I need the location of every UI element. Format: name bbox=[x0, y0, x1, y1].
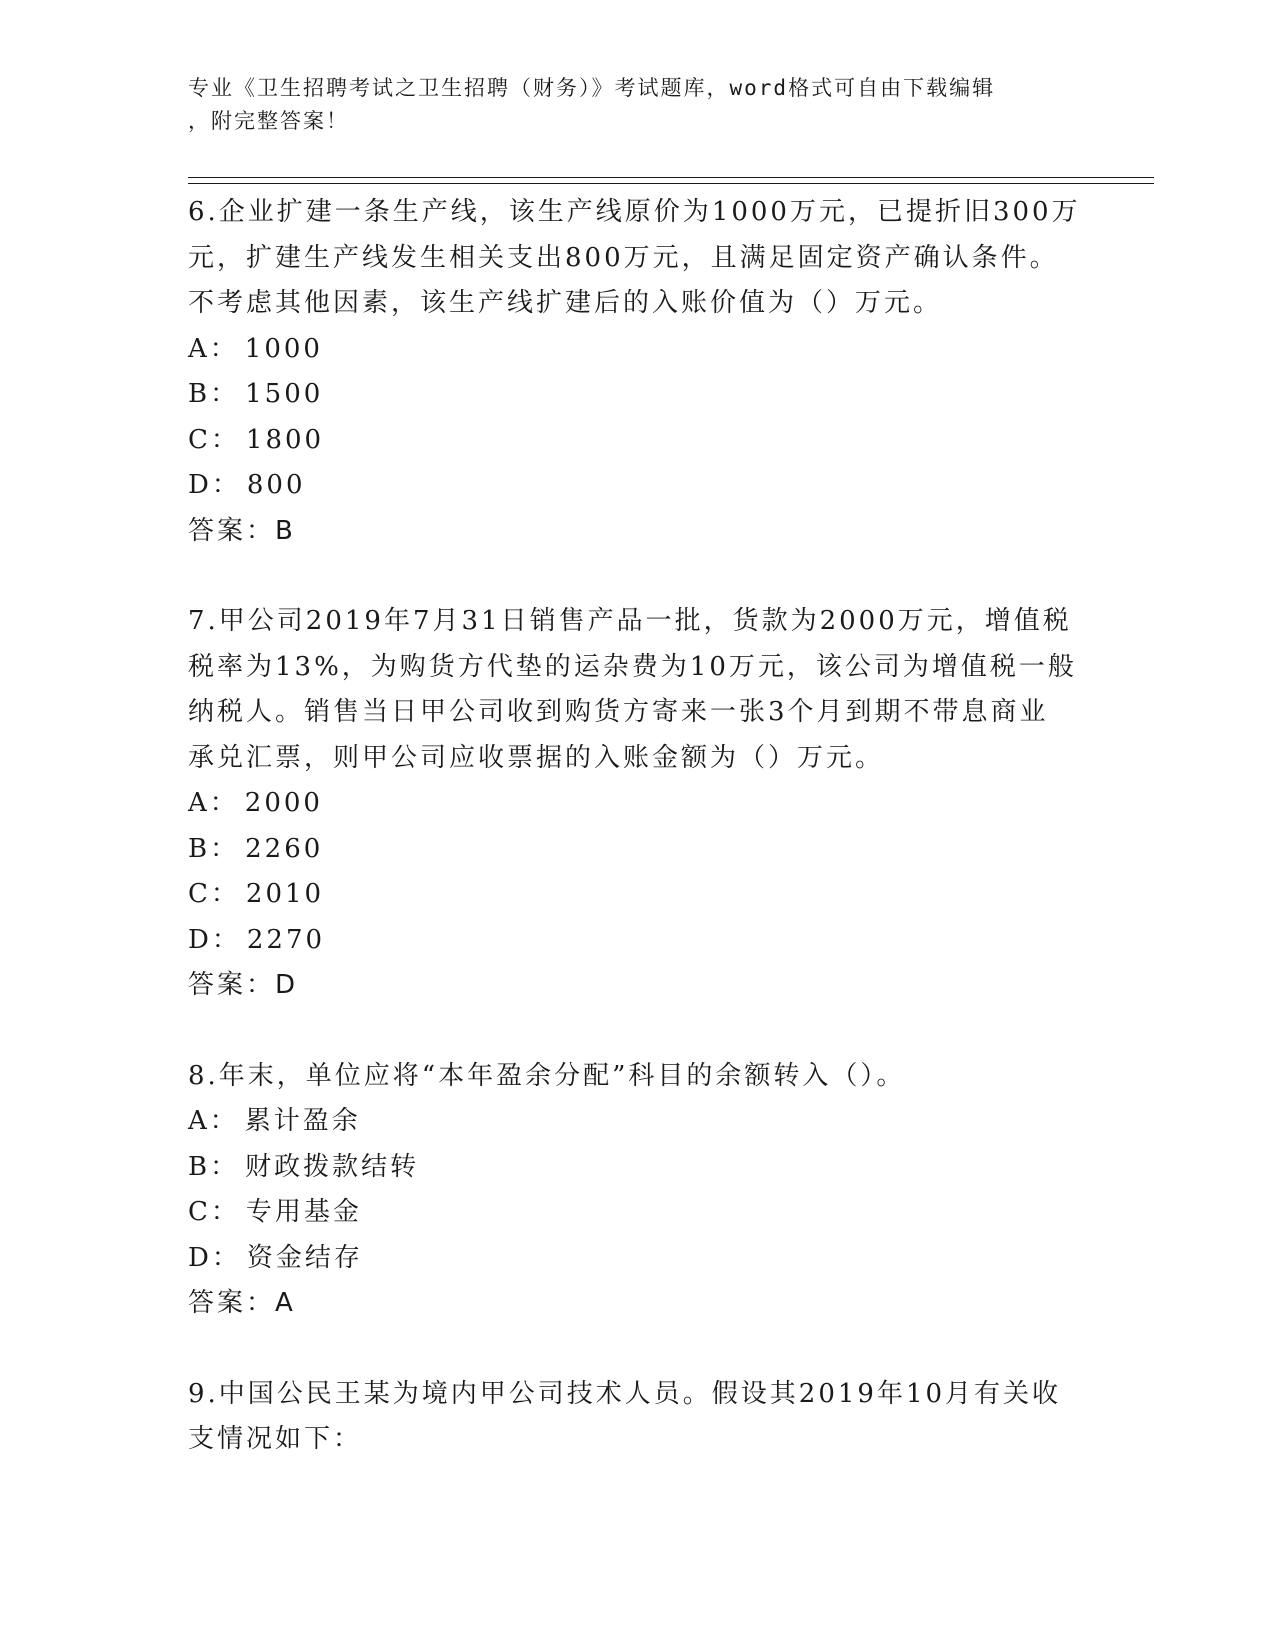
option-letter: A： bbox=[188, 1106, 239, 1136]
answer-option bbox=[188, 418, 1088, 464]
question-stem-line: 税率为13%，为购货方代垫的运杂费为10万元，该公司为增值税一般 bbox=[188, 651, 1077, 682]
option-text: 2010 bbox=[245, 879, 325, 909]
question-stem bbox=[188, 1372, 1088, 1463]
header-line-1: 专业《卫生招聘考试之卫生招聘（财务）》考试题库，word格式可自由下载编辑 bbox=[188, 76, 996, 100]
answer-option bbox=[188, 327, 1088, 373]
option-text: 1500 bbox=[245, 379, 324, 409]
question-block bbox=[188, 1054, 1088, 1327]
question-stem bbox=[188, 190, 1088, 327]
question-stem bbox=[188, 1054, 1088, 1100]
question-block bbox=[188, 190, 1088, 554]
question-stem-line: 元，扩建生产线发生相关支出800万元，且满足固定资产确认条件。 bbox=[188, 242, 1059, 273]
question-stem-line: 7.甲公司2019年7月31日销售产品一批，货款为2000万元，增值税 bbox=[188, 606, 1072, 636]
option-text: 专用基金 bbox=[245, 1197, 362, 1227]
option-letter: D： bbox=[188, 924, 241, 955]
option-text: 800 bbox=[246, 470, 306, 500]
header-divider-bottom bbox=[188, 183, 1154, 184]
option-letter: A： bbox=[188, 333, 239, 364]
document-header bbox=[188, 72, 1068, 138]
option-text: 资金结存 bbox=[246, 1242, 363, 1273]
question-stem-line: 支情况如下： bbox=[188, 1424, 363, 1454]
option-letter: D： bbox=[188, 1242, 241, 1273]
option-text: 2260 bbox=[245, 833, 324, 864]
question-stem-line: 不考虑其他因素，该生产线扩建后的入账价值为（）万元。 bbox=[188, 288, 943, 318]
option-letter: C： bbox=[188, 879, 240, 909]
option-letter: C： bbox=[188, 1197, 240, 1227]
option-letter: C： bbox=[188, 424, 240, 455]
option-text: 1800 bbox=[245, 424, 325, 455]
question-stem-line: 6.企业扩建一条生产线，该生产线原价为1000万元，已提折旧300万 bbox=[188, 197, 1081, 227]
option-text: 财政拨款结转 bbox=[245, 1151, 420, 1182]
answer-option bbox=[188, 372, 1088, 418]
question-stem-line: 承兑汇票，则甲公司应收票据的入账金额为（）万元。 bbox=[188, 742, 885, 773]
answer-option bbox=[188, 1145, 1088, 1191]
answer-option bbox=[188, 827, 1088, 873]
question-list bbox=[188, 190, 1088, 1508]
header-divider-top bbox=[188, 177, 1154, 178]
option-text: 1000 bbox=[244, 333, 323, 364]
answer-key: 答案：B bbox=[188, 515, 296, 546]
answer-option bbox=[188, 918, 1088, 964]
answer-option bbox=[188, 1099, 1088, 1145]
question-stem-line: 9.中国公民王某为境内甲公司技术人员。假设其2019年10月有关收 bbox=[188, 1378, 1062, 1409]
question-block bbox=[188, 599, 1088, 1009]
answer-key: 答案：D bbox=[188, 970, 299, 1000]
question-block bbox=[188, 1372, 1088, 1463]
option-text: 2270 bbox=[246, 924, 326, 955]
answer-key: 答案：A bbox=[188, 1288, 296, 1318]
option-letter: B： bbox=[188, 379, 240, 409]
answer-option bbox=[188, 872, 1088, 918]
option-letter: B： bbox=[188, 1151, 240, 1182]
question-stem bbox=[188, 599, 1088, 781]
question-stem-line: 8.年末，单位应将“本年盈余分配”科目的余额转入（）。 bbox=[188, 1060, 906, 1091]
option-letter: A： bbox=[188, 788, 239, 818]
question-stem-line: 纳税人。销售当日甲公司收到购货方寄来一张3个月到期不带息商业 bbox=[188, 697, 1049, 727]
answer-option bbox=[188, 781, 1088, 827]
answer-option bbox=[188, 463, 1088, 509]
option-letter: D： bbox=[188, 470, 241, 500]
option-letter: B： bbox=[188, 833, 240, 864]
answer-option bbox=[188, 1190, 1088, 1236]
option-text: 2000 bbox=[244, 788, 323, 818]
answer-option bbox=[188, 1236, 1088, 1282]
option-text: 累计盈余 bbox=[244, 1106, 361, 1136]
header-line-2: ，附完整答案！ bbox=[188, 109, 349, 133]
